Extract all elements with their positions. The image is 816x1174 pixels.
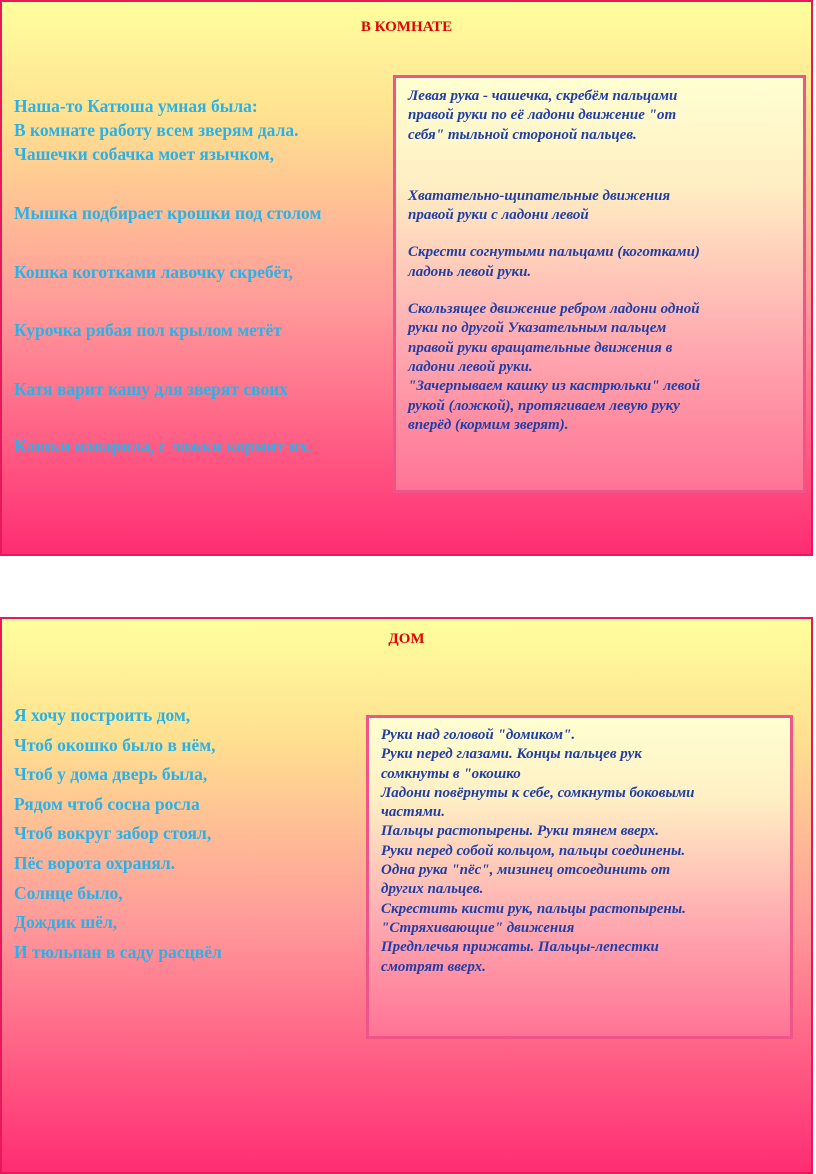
poem-line: Чтоб окошко было в нём,	[14, 734, 216, 755]
poem-line: Рядом чтоб сосна росла	[14, 793, 200, 814]
instruction-line: Предплечья прижаты. Пальцы-лепестки	[381, 939, 659, 956]
poem-line: Дождик шёл,	[14, 912, 118, 933]
instructions-box	[366, 715, 793, 1039]
instructions-box	[393, 75, 806, 493]
instruction-line: Скрестить кисти рук, пальцы растопырены.	[381, 900, 686, 917]
instruction-line: других пальцев.	[381, 881, 484, 898]
slide-title: ДОМ	[388, 631, 425, 647]
poem-line: Я хочу построить дом,	[14, 705, 191, 725]
poem-line: Кошка коготками лавочку скребёт,	[14, 262, 294, 282]
instruction-line: Скользящее движение ребром ладони одной	[408, 301, 700, 318]
instruction-line: правой руки с ладони левой	[408, 207, 589, 224]
slide-title: В КОМНАТЕ	[360, 19, 453, 35]
instruction-line: частями.	[381, 804, 445, 821]
poem-line: Солнце было,	[14, 882, 123, 903]
instruction-line: Скрести согнутыми пальцами (коготками)	[408, 244, 700, 261]
poem-line: Кашки наварила, с ложки кормит их.	[14, 436, 313, 456]
poem-line: И тюльпан в саду расцвёл	[14, 941, 222, 962]
poem-text	[14, 94, 299, 166]
instruction-line: себя" тыльной стороной пальцев.	[408, 126, 637, 143]
poem-line: Наша-то Катюша умная была:	[14, 96, 258, 116]
instruction-line: "Зачерпываем кашку из кастрюльки" левой	[408, 378, 701, 395]
instruction-line: ладони левой руки.	[408, 358, 533, 375]
poem-line: Чтоб у дома дверь была,	[14, 764, 208, 785]
poem-line: Чашечки собачка моет язычком,	[14, 144, 275, 164]
instruction-line: Одна рука "пёс", мизинец отсоединить от	[381, 862, 671, 879]
instruction-line: правой руки по её ладони движение "от	[408, 107, 677, 124]
poem-text	[14, 701, 222, 967]
instruction-line: рукой (ложкой), протягиваем левую руку	[408, 397, 680, 414]
instruction-line: руки по другой Указательным пальцем	[408, 320, 667, 337]
instruction-line: Хватательно-щипательные движения	[408, 187, 671, 204]
poem-line: Курочка рябая пол крылом метёт	[14, 320, 282, 340]
instruction-line: Ладони повёрнуты к себе, сомкнуты боковыми	[381, 784, 695, 801]
poem-line: Чтоб вокруг забор стоял,	[14, 823, 212, 844]
slide-house	[0, 617, 813, 1174]
slide-in-the-room	[0, 0, 813, 556]
instruction-line: "Стряхивающие" движения	[381, 919, 575, 936]
instruction-line: ладонь левой руки.	[408, 263, 532, 280]
poem-line: Катя варит кашу для зверят своих	[14, 379, 289, 399]
instruction-line: Руки перед глазами. Концы пальцев рук	[381, 746, 642, 763]
poem-line: Пёс ворота охранял.	[14, 852, 176, 873]
instruction-line: Пальцы растопырены. Руки тянем вверх.	[381, 823, 660, 840]
poem-line: В комнате работу всем зверям дала.	[14, 120, 299, 140]
instruction-line: Руки перед собой кольцом, пальцы соединены.	[381, 842, 686, 859]
instruction-line: смотрят вверх.	[381, 958, 486, 975]
instruction-line: вперёд (кормим зверят).	[408, 416, 569, 433]
instruction-line: Левая рука - чашечка, скребём пальцами	[408, 88, 678, 104]
poem-line: Мышка подбирает крошки под столом	[14, 203, 322, 223]
instruction-line: Руки над головой "домиком".	[381, 727, 576, 743]
instruction-line: правой руки вращательные движения в	[408, 339, 673, 356]
instruction-line: сомкнуты в "окошко	[381, 765, 521, 782]
